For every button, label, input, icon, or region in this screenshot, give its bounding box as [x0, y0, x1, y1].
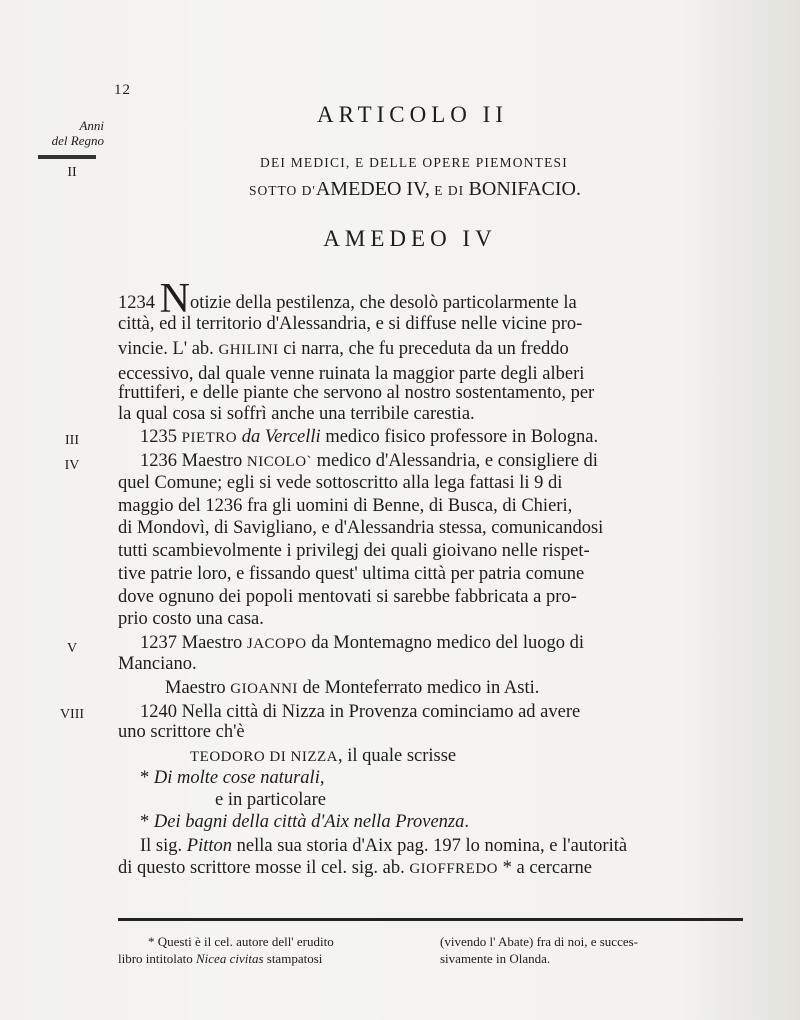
text-line: e in particolare: [215, 790, 326, 810]
footnote-left-line1: * Questi è il cel. autore dell' erudito: [148, 934, 334, 949]
subtitle-e-di: E DI: [429, 183, 469, 198]
work-title: Nicea civitas: [196, 951, 264, 966]
margin-year: II: [67, 165, 77, 180]
person-name: GHILINI: [218, 342, 279, 358]
text-line: maggio del 1236 fra gli uomini di Benne, di Busca, di Chieri,: [118, 496, 573, 516]
text-line: 1240 Nella città di Nizza in Provenza cominciamo ad avere: [140, 702, 581, 722]
text-line: la qual cosa si soffrì anche una terribile carestia.: [118, 404, 475, 424]
article-title: ARTICOLO II: [317, 102, 508, 127]
text-line: Manciano.: [118, 654, 197, 674]
drop-cap: N: [159, 276, 190, 322]
margin-year: VIII: [59, 707, 85, 722]
page-number: 12: [114, 82, 131, 98]
margin-year: IV: [64, 458, 80, 473]
article-subtitle: DEI MEDICI, E DELLE OPERE PIEMONTESI: [260, 155, 568, 170]
text-line: fruttiferi, e delle piante che servono al nostro sostentamento, per: [118, 383, 595, 403]
section-title: AMEDEO IV: [323, 226, 497, 251]
text-line: tutti scambievolmente i privilegj dei quali gioivano nelle rispet-: [118, 541, 590, 561]
subtitle-bonifacio: BONIFACIO.: [468, 178, 581, 200]
text-line: TEODORO DI NIZZA, il quale scrisse: [190, 746, 457, 766]
year: 1235: [140, 427, 182, 447]
text-line: * Di molte cose naturali,: [140, 768, 325, 788]
margin-year: V: [66, 641, 78, 656]
year: 1234: [118, 293, 160, 313]
text-line: uno scrittore ch'è: [118, 722, 245, 742]
article-subtitle-2: [0, 178, 800, 201]
footnote-right-line2: sivamente in Olanda.: [440, 951, 551, 966]
footnote-left-line2: libro intitolato Nicea civitas stampatosi: [118, 951, 323, 966]
person-name: GIOFFREDO: [409, 861, 499, 877]
year: 1237: [140, 633, 182, 653]
person-name: GIOANNI: [230, 681, 298, 697]
year: 1240: [140, 702, 182, 722]
margin-label-line2: del Regno: [51, 133, 104, 148]
text-line: 1236 Maestro NICOLO` medico d'Alessandria, e consigliere di: [140, 451, 598, 471]
footnote-right-line1: (vivendo l' Abate) fra di noi, e succes-: [440, 934, 638, 949]
subtitle-amedeo: AMEDEO IV,: [315, 178, 430, 200]
year: 1236: [140, 451, 182, 471]
work-title: Dei bagni della città d'Aix nella Provenza: [153, 812, 465, 832]
text-line: * Dei bagni della città d'Aix nella Provenza.: [140, 812, 470, 832]
text-line: di Mondovì, di Savigliano, e d'Alessandria stessa, comunicandosi: [118, 518, 604, 538]
text-line: Maestro GIOANNI de Monteferrato medico in Asti.: [165, 678, 540, 698]
text-line: 1235 PIETRO da Vercelli medico fisico professore in Bologna.: [140, 427, 599, 447]
text-line: città, ed il territorio d'Alessandria, e si diffuse nelle vicine pro-: [118, 314, 583, 334]
person-name: PIETRO: [181, 430, 238, 446]
margin-label-line1: Anni: [79, 118, 104, 133]
person-name: NICOLO`: [246, 454, 313, 470]
text-line: Il sig. Pitton nella sua storia d'Aix pag. 197 lo nomina, e l'autorità: [140, 836, 628, 856]
subtitle-sotto: SOTTO D': [249, 183, 316, 198]
text-line: 1237 Maestro JACOPO da Montemagno medico del luogo di: [140, 633, 585, 653]
text-line: eccessivo, dal quale venne ruinata la maggior parte degli alberi: [118, 364, 585, 384]
person-name: TEODORO DI NIZZA: [190, 749, 338, 765]
text-line: prio costo una casa.: [118, 609, 264, 629]
text-line: vincie. L' ab. GHILINI ci narra, che fu preceduta da un freddo: [118, 339, 569, 359]
text-line: dove ognuno dei popoli mentovati si sarebbe fabbricata a pro-: [118, 587, 577, 607]
text-line: tive patrie loro, e fissando quest' ultima città per patria comune: [118, 564, 585, 584]
text-line: di questo scrittore mosse il cel. sig. ab. GIOFFREDO * a cercarne: [118, 858, 592, 878]
text-line: 1234 Notizie della pestilenza, che desolò particolarmente la: [118, 276, 577, 322]
work-title: Di molte cose naturali: [153, 768, 320, 788]
footnote-rule: [118, 918, 743, 921]
person-name: JACOPO: [246, 636, 307, 652]
person-name: Pitton: [186, 836, 232, 856]
text-line: quel Comune; egli si vede sottoscritto alla lega fattasi li 9 di: [118, 473, 563, 493]
margin-year: III: [65, 433, 79, 448]
